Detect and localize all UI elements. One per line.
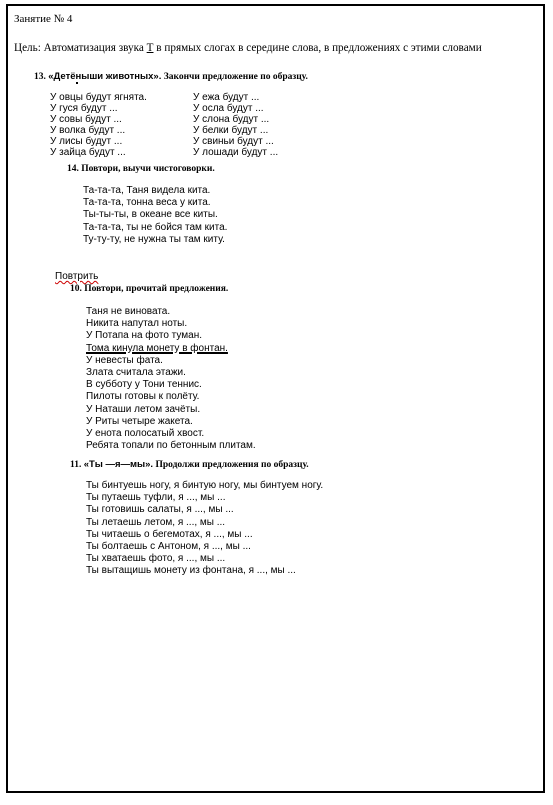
goal-sound: Т bbox=[146, 42, 154, 54]
goal-prefix: Цель: Автоматизация звука bbox=[14, 42, 147, 54]
ex11-number: 11. bbox=[70, 460, 82, 470]
ex11-instruction: Продолжи предложения по образцу. bbox=[153, 460, 309, 470]
lesson-goal bbox=[14, 42, 482, 54]
list-item: У овцы будут ягнята. bbox=[50, 92, 147, 103]
sentence: Ты хватаешь фото, я ..., мы ... bbox=[86, 553, 226, 565]
ex11-header bbox=[70, 459, 309, 470]
ex10-header: 10. Повтори, прочитай предложения. bbox=[70, 284, 229, 294]
verse-line: Та-та-та, Таня видела кита. bbox=[83, 185, 211, 196]
ex10-sentences bbox=[86, 306, 256, 452]
list-item: У совы будут ... bbox=[50, 114, 122, 125]
sentence: Ты путаешь туфли, я ..., мы ... bbox=[86, 492, 226, 504]
verse-line: Ты-ты-ты, в океане все киты. bbox=[83, 209, 218, 221]
ex13-instruction: Закончи предложение по образцу. bbox=[161, 72, 308, 82]
sentence: Ты летаешь летом, я ..., мы ... bbox=[86, 516, 226, 528]
list-item: У ежа будут ... bbox=[193, 92, 260, 103]
verse-line: Та-та-та, ты не бойся там кита. bbox=[83, 221, 228, 233]
list-item: У осла будут ... bbox=[193, 103, 264, 114]
sentence: У Риты четыре жакета. bbox=[86, 415, 193, 427]
sentence: Злата считала этажи. bbox=[86, 367, 186, 379]
sentence: У енота полосатый хвост. bbox=[86, 428, 205, 440]
goal-suffix: в прямых слогах в середине слова, в предложениях с этими словами bbox=[153, 42, 482, 54]
ex14-header: 14. Повтори, выучи чистоговорки. bbox=[67, 164, 215, 174]
ex13-title: «Детёныши животных». bbox=[48, 71, 162, 82]
sentence: Ты готовишь салаты, я ..., мы ... bbox=[86, 504, 234, 516]
list-item: У слона будут ... bbox=[193, 114, 270, 125]
list-item: У гуся будут ... bbox=[50, 103, 118, 114]
sentence: Ты болтаешь с Антоном, я ..., мы ... bbox=[86, 541, 251, 553]
verse-line: Та-та-та, тонна веса у кита. bbox=[83, 197, 211, 209]
list-item: У волка будут ... bbox=[50, 125, 126, 136]
ex13-header bbox=[34, 71, 308, 82]
ex11-title: «Ты —я—мы». bbox=[83, 459, 154, 470]
sentence: У Наташи летом зачёты. bbox=[86, 403, 201, 415]
ex13-left-column bbox=[50, 92, 147, 158]
verse-line: Ту-ту-ту, не нужна ты там киту. bbox=[83, 233, 225, 245]
list-item: У свиньи будут ... bbox=[193, 136, 274, 147]
list-item: У белки будут ... bbox=[193, 125, 269, 136]
sentence: У Потапа на фото туман. bbox=[86, 330, 203, 342]
repeat-label: Повтрить bbox=[55, 271, 99, 282]
sentence: Таня не виновата. bbox=[86, 306, 171, 317]
sentence: У невесты фата. bbox=[86, 354, 163, 366]
list-item: У лисы будут ... bbox=[50, 136, 123, 147]
bullet-dot bbox=[76, 82, 78, 84]
sentence: Никита напутал ноты. bbox=[86, 318, 188, 330]
ex13-right-column bbox=[193, 92, 278, 158]
lesson-title: Занятие № 4 bbox=[14, 13, 73, 25]
ex13-number: 13. bbox=[34, 72, 46, 82]
list-item: У зайца будут ... bbox=[50, 147, 126, 158]
sentence: Ребята топали по бетонным плитам. bbox=[86, 440, 256, 452]
sentence: Ты бинтуешь ногу, я бинтую ногу, мы бинтуем ногу. bbox=[86, 480, 324, 491]
sentence: Ты читаешь о бегемотах, я ..., мы ... bbox=[86, 528, 253, 540]
list-item: У лошади будут ... bbox=[193, 147, 279, 158]
ex11-sentences bbox=[86, 480, 323, 578]
ex14-verses bbox=[83, 185, 227, 246]
sentence: Ты вытащишь монету из фонтана, я ..., мы ... bbox=[86, 565, 296, 577]
sentence: В субботу у Тони теннис. bbox=[86, 379, 202, 391]
sentence-underlined: Тома кинула монету в фонтан. bbox=[86, 342, 228, 354]
sentence: Пилоты готовы к полёту. bbox=[86, 391, 200, 403]
